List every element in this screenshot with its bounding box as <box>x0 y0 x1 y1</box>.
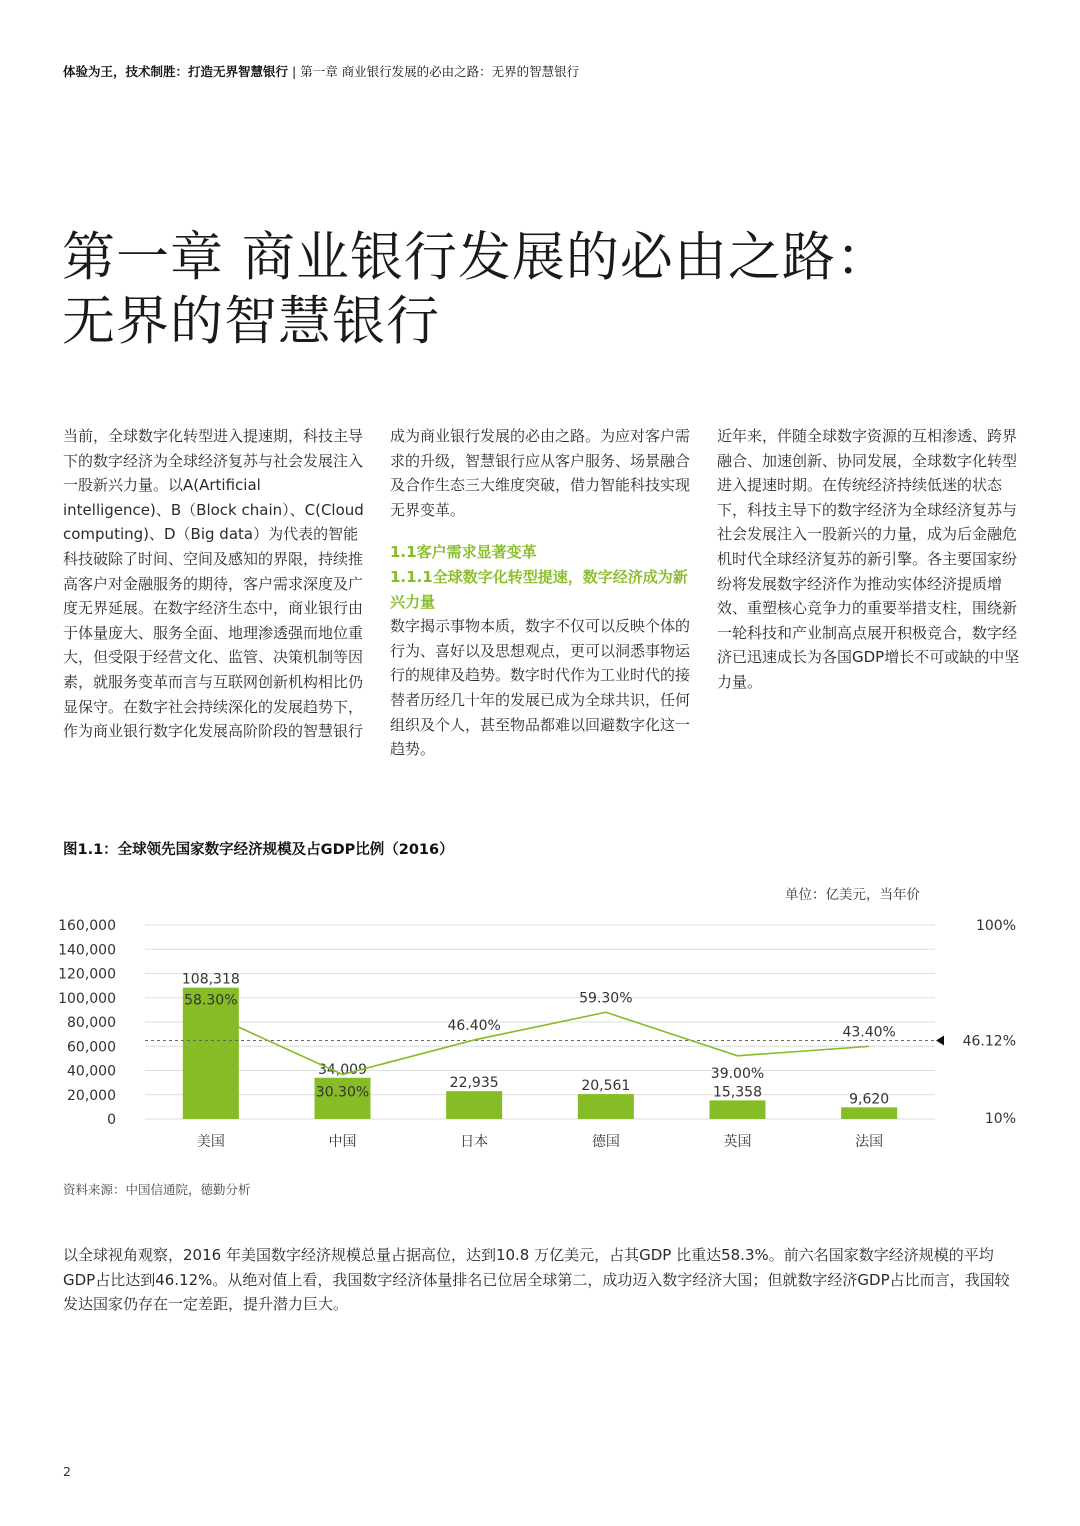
line-value-label: 58.30% <box>184 992 238 1009</box>
bar-value-label: 34,009 <box>318 1061 367 1078</box>
digital-economy-chart <box>0 900 1080 1160</box>
chart-right-axis <box>976 918 1016 1127</box>
chapter-title-line2: 无界的智慧银行 <box>62 291 440 352</box>
category-label: 日本 <box>460 1134 489 1150</box>
right-axis-tick-label: 100% <box>975 918 1016 934</box>
category-label: 中国 <box>328 1134 357 1150</box>
bar <box>710 1100 766 1119</box>
page-number: 2 <box>63 1464 71 1479</box>
bar-value-label: 22,935 <box>449 1075 499 1092</box>
column-3-paragraph: 近年来，伴随全球数字资源的互相渗透、跨界融合、加速创新、协同发展，全球数字化转型进入提速时期。在传统经济持续低迷的状态下，科技主导下的数字经济为全球经济复苏与社会发展注入一股新兴的力量，成为后金融危机时代全球经济复苏的新引擎。各主要国家纷纷将发展数字经济作为推动实体经济提质增效、重塑核心竞争力的重要举措支柱，围绕新一轮科技和产业制高点展开积极竞合，数字经济已迅速成长为各国GDP增长不可或缺的中坚力量。 <box>717 427 1020 691</box>
chapter-title-line1: 第一章 商业银行发展的必由之路： <box>62 227 890 288</box>
running-header <box>63 62 579 80</box>
chart-bar-labels <box>182 972 889 1108</box>
column-2-intro-paragraph: 成为商业银行发展的必由之路。为应对客户需求的升级，智慧银行应从客户服务、场景融合及合作生态三大维度突破，借力智能科技实现无界变革。 <box>390 427 691 519</box>
figure-source: 资料来源：中国信通院，德勤分析 <box>63 1182 251 1197</box>
category-label: 美国 <box>196 1134 225 1150</box>
category-label: 法国 <box>855 1134 884 1150</box>
left-axis-tick-label: 100,000 <box>58 990 116 1007</box>
line-value-label: 46.40% <box>447 1017 501 1034</box>
chart-gridlines <box>145 925 935 1119</box>
left-axis-tick-label: 60,000 <box>67 1039 116 1056</box>
text-column-1 <box>63 424 373 744</box>
section-heading-1-1: 1.1客户需求显著变革 <box>390 543 537 562</box>
running-header-report-title: 体验为王，技术制胜：打造无界智慧银行 <box>63 64 289 79</box>
left-axis-tick-label: 80,000 <box>67 1015 116 1031</box>
right-axis-tick-label: 10% <box>984 1111 1016 1127</box>
figure-title: 图1.1：全球领先国家数字经济规模及占GDP比例（2016） <box>63 842 454 858</box>
chart-left-axis <box>58 918 116 1128</box>
category-label: 英国 <box>723 1134 752 1150</box>
reference-line-label: 46.12% <box>962 1033 1016 1050</box>
left-axis-tick-label: 0 <box>107 1112 116 1128</box>
chart-bars <box>183 988 897 1119</box>
left-axis-tick-label: 120,000 <box>58 966 116 983</box>
text-column-2 <box>390 424 700 762</box>
closing-paragraph: 以全球视角观察，2016 年美国数字经济规模总量占据高位，达到10.8 万亿美元，占其GDP 比重达58.3%。前六名国家数字经济规模的平均GDP占比达到46.12%。从绝对值上看，我国数字经济体量排名已位居全球第二，成功迈入数字经济大国；但就数字经济GDP占比而言，我国较发达国家仍存在一定差距，提升潜力巨大。 <box>63 1246 1010 1314</box>
section-heading-1-1-1: 1.1.1全球数字化转型提速，数字经济成为新兴力量 <box>390 567 688 611</box>
bar-value-label: 108,318 <box>181 971 240 988</box>
bar-value-label: 9,620 <box>849 1091 890 1108</box>
figure-unit-label: 单位：亿美元，当年价 <box>785 887 920 903</box>
left-axis-tick-label: 140,000 <box>58 942 116 959</box>
running-header-separator: | <box>292 64 297 79</box>
reference-marker <box>936 1036 944 1046</box>
line-value-label: 30.30% <box>315 1084 370 1101</box>
line-value-label: 43.40% <box>842 1024 896 1041</box>
left-axis-tick-label: 20,000 <box>67 1087 116 1104</box>
chart-line-labels <box>184 990 896 1100</box>
bar <box>446 1091 502 1119</box>
column-1-paragraph: 当前，全球数字化转型进入提速期，科技主导下的数字经济为全球经济复苏与社会发展注入一股新兴力量。以A(Artificial intelligence)、B（Block chain）、C(Cloud computing)、D（Big data）为代表的智能科技破除了时间、空间及感知的界限，持续推高客户对金融服务的期待，客户需求深度及广度无界延展。在数字经济生态中，商业银行由于体量庞大、服务全面、地理渗透强而地位重大，但受限于经营文化、监管、决策机制等因素，就服务变革而言与互联网创新机构相比仍显保守。在数字社会持续深化的发展趋势下，作为商业银行数字化发展高阶阶段的智慧银行 <box>63 427 364 741</box>
chapter-title <box>62 226 890 354</box>
running-header-chapter: 第一章 商业银行发展的必由之路：无界的智慧银行 <box>300 64 580 79</box>
left-axis-tick-label: 160,000 <box>58 918 116 934</box>
bar-value-label: 20,561 <box>581 1078 631 1095</box>
bar-value-label: 15,358 <box>713 1084 762 1101</box>
bar <box>841 1107 897 1119</box>
column-2-body-paragraph: 数字揭示事物本质，数字不仅可以反映个体的行为、喜好以及思想观点，更可以洞悉事物运行的规律及趋势。数字时代作为工业时代的接替者历经几十年的发展已成为全球共识，任何组织及个人，甚至物品都难以回避数字化这一趋势。 <box>390 617 691 759</box>
line-value-label: 39.00% <box>710 1065 765 1082</box>
chart-category-labels <box>197 1133 883 1150</box>
text-column-3 <box>717 424 1027 695</box>
bar <box>578 1094 634 1119</box>
left-axis-tick-label: 40,000 <box>67 1063 116 1080</box>
line-value-label: 59.30% <box>579 990 633 1007</box>
category-label: 德国 <box>591 1134 620 1150</box>
